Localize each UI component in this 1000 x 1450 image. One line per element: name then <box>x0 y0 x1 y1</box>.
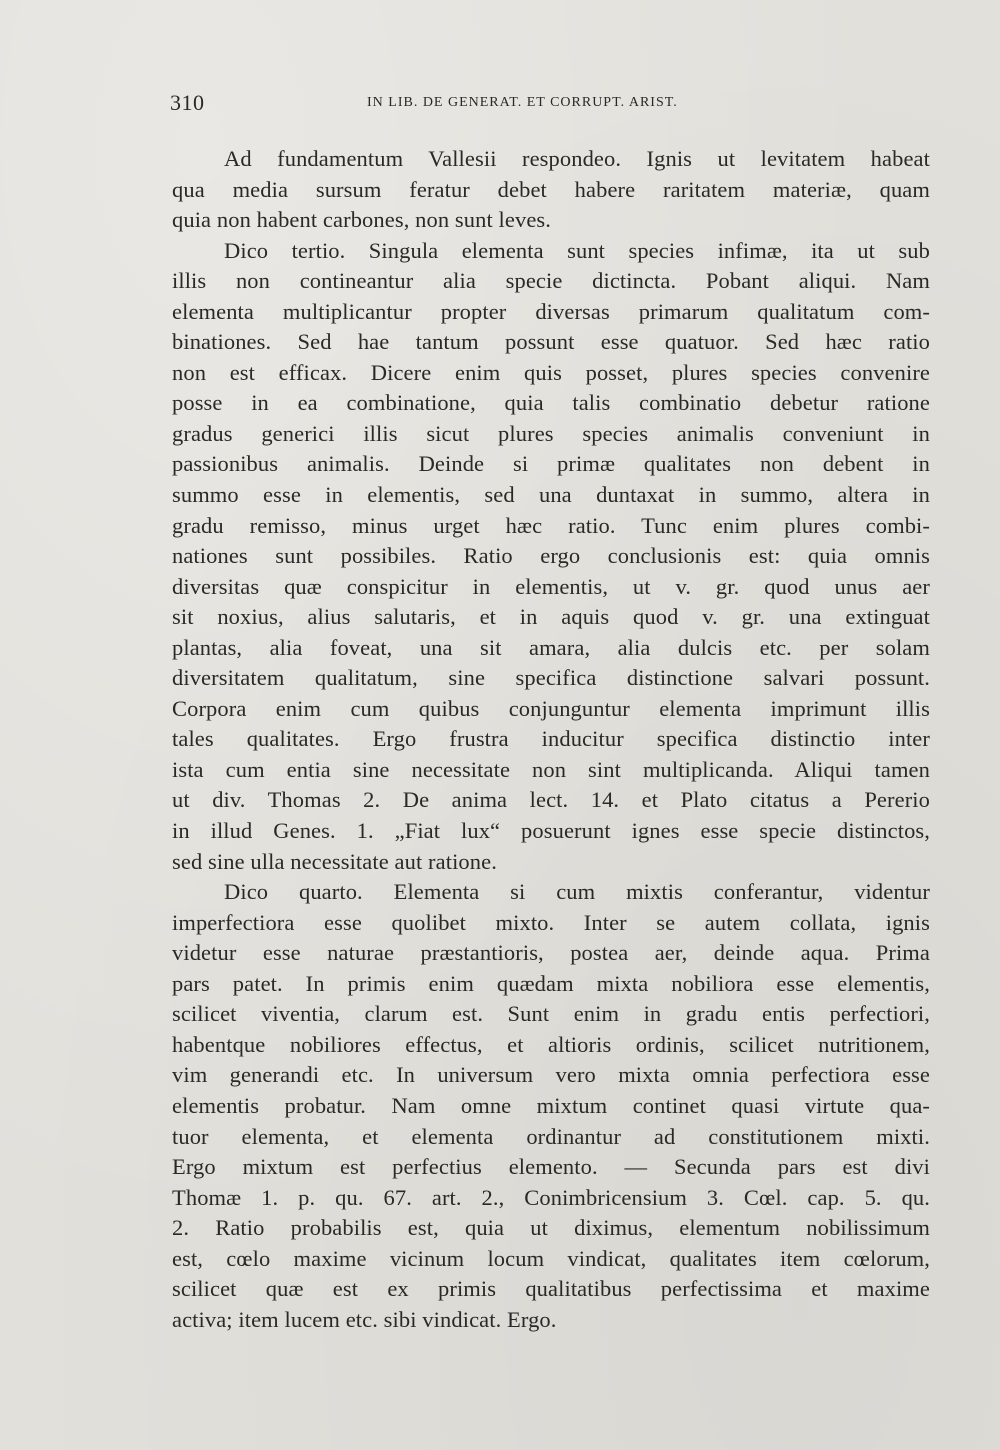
text-line: scilicet quæ est ex primis qualitatibus perfectissima et maxime <box>172 1276 930 1302</box>
text-line: Ad fundamentum Vallesii respondeo. Ignis ut levitatem habeat <box>224 146 930 171</box>
running-title: IN LIB. DE GENERAT. ET CORRUPT. ARIST. <box>367 95 678 110</box>
text-line: tales qualitates. Ergo frustra inducitur specifica distinctio inter <box>172 726 930 752</box>
text-line: binationes. Sed hae tantum possunt esse quatuor. Sed hæc ratio <box>172 329 930 355</box>
text-line: summo esse in elementis, sed una duntaxat in summo, altera in <box>172 482 930 508</box>
text-line: diversitatem qualitatum, sine specifica distinctione salvari possunt. <box>172 665 930 691</box>
text-line: Dico quarto. Elementa si cum mixtis conferantur, videntur <box>224 879 930 905</box>
text-line: habentque nobiliores effectus, et altioris ordinis, scilicet nutritionem, <box>172 1031 930 1057</box>
text-line: diversitas quæ conspicitur in elementis, ut v. gr. quod unus aer <box>172 573 930 599</box>
text-line: activa; item lucem etc. sibi vindicat. Ergo. <box>172 1306 557 1332</box>
text-line: pars patet. In primis enim quædam mixta nobiliora esse elementis, <box>172 970 930 996</box>
text-line: Thomæ 1. p. qu. 67. art. 2., Conimbricensium 3. Cœl. cap. 5. qu. <box>172 1184 930 1210</box>
text-line: sed sine ulla necessitate aut ratione. <box>172 848 497 874</box>
text-line: Dico tertio. Singula elementa sunt species infimæ, ita ut sub <box>224 237 930 263</box>
text-line: elementa multiplicantur propter diversas primarum qualitatum com- <box>172 298 930 324</box>
text-line: gradu remisso, minus urget hæc ratio. Tunc enim plures combi- <box>172 512 930 538</box>
text-line: ut div. Thomas 2. De anima lect. 14. et Plato citatus a Pererio <box>172 787 930 813</box>
text-line: est, cœlo maxime vicinum locum vindicat, qualitates item cœlorum, <box>172 1245 930 1271</box>
page-number: 310 <box>170 90 205 115</box>
text-line: plantas, alia foveat, una sit amara, alia dulcis etc. per solam <box>172 634 930 660</box>
text-line: in illud Genes. 1. „Fiat lux“ posuerunt ignes esse specie distinctos, <box>172 818 930 844</box>
text-line: scilicet viventia, clarum est. Sunt enim in gradu entis perfectiori, <box>172 1001 930 1027</box>
text-line: tuor elementa, et elementa ordinantur ad constitutionem mixti. <box>172 1123 930 1149</box>
text-line: ista cum entia sine necessitate non sint multiplicanda. Aliqui tamen <box>172 756 930 782</box>
text-line: illis non contineantur alia specie dictincta. Pobant aliqui. Nam <box>172 268 930 294</box>
text-line: quia non habent carbones, non sunt leves. <box>172 207 552 233</box>
text-line: non est efficax. Dicere enim quis posset, plures species convenire <box>172 359 930 385</box>
text-line: elementis probatur. Nam omne mixtum continet quasi virtute qua- <box>172 1092 930 1118</box>
text-line: Ergo mixtum est perfectius elemento. — Secunda pars est divi <box>172 1154 930 1180</box>
text-line: videtur esse naturae præstantioris, postea aer, deinde aqua. Prima <box>172 940 930 966</box>
running-head <box>170 90 930 120</box>
body-text <box>172 144 930 1335</box>
text-line: Corpora enim cum quibus conjunguntur elementa imprimunt illis <box>172 695 930 721</box>
text-line: vim generandi etc. In universum vero mixta omnia perfectiora esse <box>172 1062 930 1088</box>
text-line: imperfectiora esse quolibet mixto. Inter se autem collata, ignis <box>172 909 930 935</box>
text-line: nationes sunt possibiles. Ratio ergo conclusionis est: quia omnis <box>172 543 930 569</box>
text-line: passionibus animalis. Deinde si primæ qualitates non debent in <box>172 451 930 477</box>
text-line: 2. Ratio probabilis est, quia ut diximus, elementum nobilissimum <box>172 1215 930 1241</box>
text-line: posse in ea combinatione, quia talis combinatio debetur ratione <box>172 390 930 416</box>
text-line: sit noxius, alius salutaris, et in aquis quod v. gr. una extinguat <box>172 604 930 630</box>
text-line: gradus generici illis sicut plures species animalis conveniunt in <box>172 420 930 446</box>
text-line: qua media sursum feratur debet habere raritatem materiæ, quam <box>172 176 930 202</box>
